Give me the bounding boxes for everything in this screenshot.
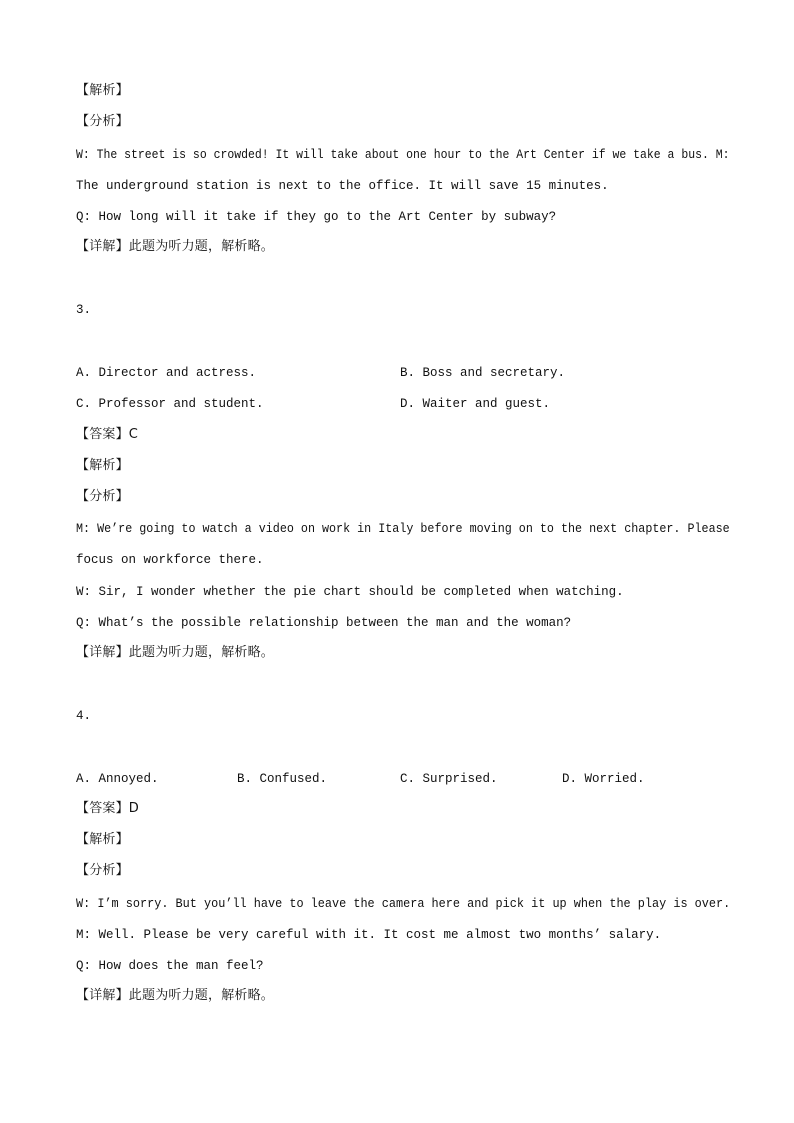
q4-option-b: B. Confused.	[237, 772, 328, 786]
q4-answer: 【答案】D	[76, 801, 140, 816]
q3-option-b: B. Boss and secretary.	[400, 366, 566, 380]
q3-breakdown-heading: 【分析】	[76, 489, 129, 504]
q3-transcript-line-4: Q: What’s the possible relationship between the man and the woman?	[76, 616, 572, 630]
q2-detail: 【详解】此题为听力题，解析略。	[76, 239, 275, 254]
q4-transcript-line-1: W: I’m sorry. But you’ll have to leave the camera here and pick it up when the play is over.	[76, 897, 731, 911]
q2-transcript-line-3: Q: How long will it take if they go to the Art Center by subway?	[76, 210, 557, 224]
q4-option-c: C. Surprised.	[400, 772, 498, 786]
q3-analysis-heading: 【解析】	[76, 458, 129, 473]
q3-option-a: A. Director and actress.	[76, 366, 257, 380]
q4-analysis-heading: 【解析】	[76, 832, 129, 847]
q4-number: 4.	[76, 709, 92, 723]
q3-answer: 【答案】C	[76, 427, 139, 442]
q4-breakdown-heading: 【分析】	[76, 863, 129, 878]
q4-option-a: A. Annoyed.	[76, 772, 159, 786]
q3-detail: 【详解】此题为听力题，解析略。	[76, 645, 275, 660]
q3-option-d: D. Waiter and guest.	[400, 397, 551, 411]
q3-number: 3.	[76, 303, 92, 317]
q4-transcript-line-3: Q: How does the man feel?	[76, 959, 264, 973]
q2-transcript-line-2: The underground station is next to the office. It will save 15 minutes.	[76, 179, 609, 193]
q2-breakdown-heading: 【分析】	[76, 114, 129, 129]
q2-analysis-heading: 【解析】	[76, 83, 129, 98]
q3-transcript-line-3: W: Sir, I wonder whether the pie chart should be completed when watching.	[76, 585, 624, 599]
q4-detail: 【详解】此题为听力题，解析略。	[76, 988, 275, 1003]
q4-transcript-line-2: M: Well. Please be very careful with it. It cost me almost two months’ salary.	[76, 928, 662, 942]
q3-option-c: C. Professor and student.	[76, 397, 264, 411]
q3-transcript-line-2: focus on workforce there.	[76, 553, 264, 567]
q4-option-d: D. Worried.	[562, 772, 645, 786]
q2-transcript-line-1: W: The street is so crowded! It will take about one hour to the Art Center if we take a bus. M:	[76, 148, 730, 162]
q3-transcript-line-1: M: We’re going to watch a video on work in Italy before moving on to the next chapter. Please	[76, 522, 730, 536]
